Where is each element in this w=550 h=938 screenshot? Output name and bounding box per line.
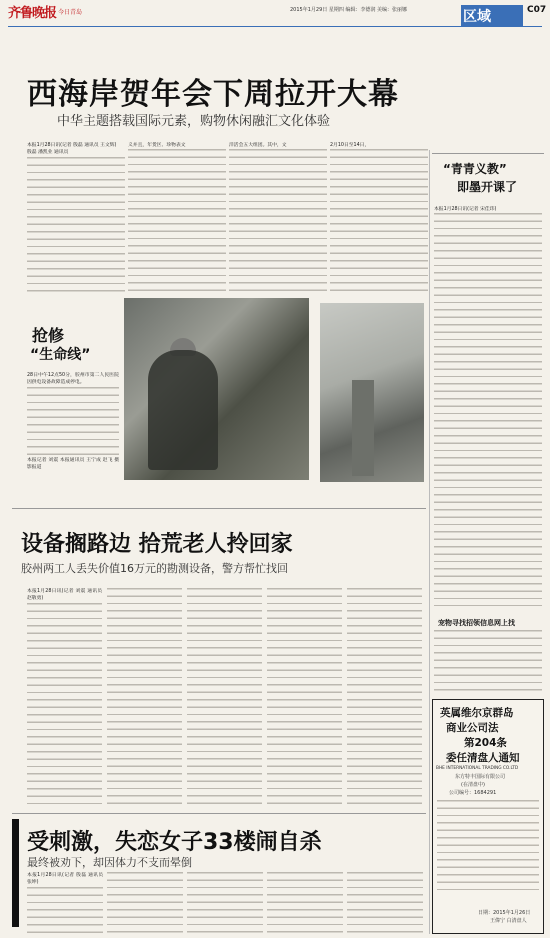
- notice-title-1: 英属维尔京群岛: [440, 707, 514, 719]
- sidebar-divider: [429, 150, 430, 934]
- story1-subheadline: 中华主题搭载国际元素，购物休闲融汇文化体验: [57, 114, 331, 129]
- story2-col-4: [267, 588, 342, 810]
- edition-name: 今日青岛: [58, 9, 83, 16]
- notice-reg-no: 公司编号：1684291: [449, 790, 497, 796]
- notice-company-cn: 东方特丰国际有限公司: [455, 774, 506, 780]
- page-number: C07: [527, 5, 547, 15]
- story2-col-1: [27, 588, 102, 810]
- story3-col-4: [267, 872, 343, 934]
- story2-subheadline: 胶州两工人丢失价值16万元的勘测设备，警方帮忙找回: [21, 562, 288, 575]
- header-info: 2015年1月29日 星期四 编辑：李德润 美编：张丽娜: [290, 7, 408, 13]
- story1-headline: 西海岸贺年会下周拉开大幕: [27, 77, 399, 112]
- story3-col-1: [27, 872, 103, 934]
- qiang-headline-2: “生命线”: [30, 347, 91, 363]
- qingqing-headline-2: 即墨开课了: [457, 180, 518, 194]
- pet-lost-text: [434, 630, 542, 692]
- story3-headline: 受刺激，失恋女子33楼闹自杀: [27, 830, 322, 855]
- section-divider-2: [12, 813, 426, 814]
- notice-title-4: 委任清盘人通知: [446, 752, 520, 764]
- section-label: 区域: [463, 9, 491, 25]
- story3-byline: 本报1月28日讯(记者 殷磊 通讯员 张坤): [27, 873, 103, 886]
- notice-company-sub: (在清盘中): [461, 782, 485, 788]
- story2-headline: 设备搁路边 拾荒老人拎回家: [21, 532, 293, 557]
- qingqing-text: [434, 206, 542, 606]
- notice-body: [437, 800, 539, 892]
- notice-title-2: 商业公司法: [446, 722, 499, 734]
- story1-col-1: 本报1月28日讯(记者 殷磊 通讯员 王文辉) 殷磊 潘凯业 通讯员: [27, 142, 125, 297]
- notice-company-en: BHE INTERNATIONAL TRADING CO.LTD: [436, 766, 519, 771]
- qiang-headline: 抢修: [32, 326, 65, 345]
- story1-col-3: 洋活会五大组团。其中，文: [229, 142, 327, 297]
- story3-bar: [12, 819, 19, 927]
- header-rule: [8, 26, 542, 27]
- photo-credit: 本报记者 刘震 本报通讯员 王宁成 赵飞 摄影报道: [27, 457, 119, 471]
- sidebar-rule: [432, 153, 544, 154]
- story2-col-2: [107, 588, 182, 810]
- qingqing-byline: 本报1月28日讯(记者 宋佳玮): [434, 207, 497, 212]
- story1-byline: 本报1月28日讯(记者 殷磊 通讯员 王文辉): [27, 143, 117, 148]
- story1-col-2: 义并且，年货区、珍物表文: [128, 142, 226, 297]
- qingqing-headline: “青青义教”: [443, 162, 507, 176]
- story3-subheadline: 最终被劝下，却因体力不支而晕倒: [27, 856, 192, 869]
- notice-title-3: 第204条: [464, 737, 507, 749]
- story3-col-5: [347, 872, 423, 934]
- story2-col-5: [347, 588, 422, 810]
- notice-signature: 王偉宁 白清盘人: [490, 918, 527, 924]
- story3-col-2: [107, 872, 183, 934]
- qiang-text: 28日中午12点50分，胶州市第二人民医院因供电设备故障造成停电。 本报记者 刘震 本报通讯员 王宁成 赵飞 摄影报道: [27, 373, 119, 471]
- story2-col-3: [187, 588, 262, 810]
- worker-figure: [148, 350, 218, 470]
- story3-col-3: [187, 872, 263, 934]
- pet-lost-headline: 宠物寻找招领信息网上找: [438, 619, 515, 627]
- story1-col-4: 2月10日至14日，: [330, 142, 428, 297]
- section-divider-1: [12, 508, 426, 509]
- story2-byline: 本报1月28日讯(记者 刘震 通讯员 赵敬勇): [27, 589, 102, 602]
- newspaper-logo: 齐鲁晚报: [8, 6, 57, 21]
- notice-date: 日期：2015年1月26日: [478, 910, 531, 916]
- electrical-pole: [352, 380, 374, 476]
